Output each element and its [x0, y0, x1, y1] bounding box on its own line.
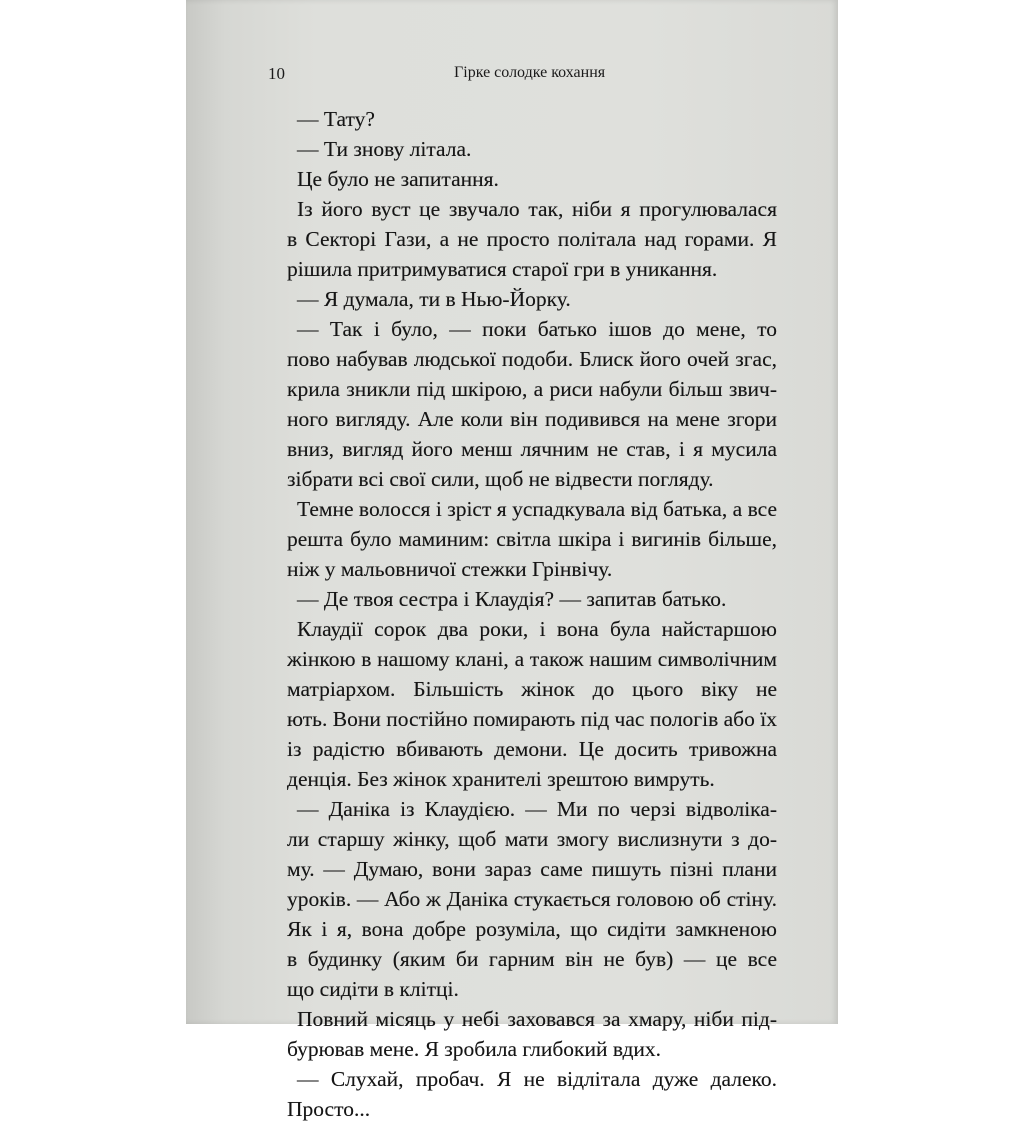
- text-line: — Так і було, — поки батько ішов до мене, то: [297, 317, 777, 341]
- text-line: ли старшу жінку, щоб мати змогу вислизнути з до-: [287, 827, 777, 851]
- text-line: ють. Вони постійно помирають під час пологів або їх: [287, 707, 777, 731]
- text-line: Темне волосся і зріст я успадкувала від батька, а все: [297, 497, 777, 521]
- body-text: [287, 104, 777, 1124]
- running-title: Гірке солодке кохання: [454, 64, 606, 81]
- text-line: денція. Без жінок хранителі зрештою вимруть.: [287, 767, 715, 791]
- text-line: Це було не запитання.: [297, 167, 499, 191]
- text-line: зібрати всі свої сили, щоб не відвести погляду.: [287, 467, 714, 491]
- text-line: матріархом. Більшість жінок до цього віку не: [287, 677, 777, 701]
- text-line: — Я думала, ти в Нью-Йорку.: [297, 287, 571, 311]
- text-line: що сидіти в клітці.: [287, 977, 459, 1001]
- text-line: — Слухай, пробач. Я не відлітала дуже далеко.: [297, 1067, 777, 1091]
- text-line: в будинку (яким би гарним він не був) — це все: [287, 947, 777, 971]
- text-line: — Тату?: [297, 107, 375, 131]
- text-line: із радістю вбивають демони. Це досить тривожна: [287, 737, 777, 761]
- text-line: Просто...: [287, 1097, 371, 1121]
- text-line: Повний місяць у небі заховався за хмару, ніби під-: [297, 1007, 777, 1031]
- text-line: рішила притримуватися старої гри в уникання.: [287, 257, 718, 281]
- page-number: 10: [268, 64, 285, 83]
- page-header: [268, 64, 818, 86]
- text-line: ніж у мальовничої стежки Грінвічу.: [287, 557, 613, 581]
- text-line: вниз, вигляд його менш лячним не став, і я мусила: [287, 437, 777, 461]
- text-line: му. — Думаю, вони зараз саме пишуть пізні плани: [287, 857, 777, 881]
- text-line: — Де твоя сестра і Клаудія? — запитав батько.: [297, 587, 727, 611]
- text-line: в Секторі Гази, а не просто політала над горами. Я: [287, 227, 777, 251]
- text-line: пово набував людської подоби. Блиск його очей згас,: [287, 347, 777, 371]
- text-line: жінкою в нашому клані, а також нашим символічним: [287, 647, 777, 671]
- text-line: Як і я, вона добре розуміла, що сидіти замкненою: [287, 917, 777, 941]
- text-line: — Ти знову літала.: [297, 137, 472, 161]
- text-line: Із його вуст це звучало так, ніби я прогулювалася: [297, 197, 777, 221]
- text-line: решта було маминим: світла шкіра і вигинів більше,: [287, 527, 777, 551]
- text-line: ного вигляду. Але коли він подивився на мене згори: [287, 407, 777, 431]
- text-line: крила зникли під шкірою, а риси набули більш звич-: [287, 377, 777, 401]
- text-line: — Даніка із Клаудією. — Ми по черзі відволіка-: [297, 797, 777, 821]
- text-line: уроків. — Або ж Даніка стукається головою об стіну.: [287, 887, 777, 911]
- text-line: Клаудії сорок два роки, і вона була найстаршою: [297, 617, 777, 641]
- text-line: бурював мене. Я зробила глибокий вдих.: [287, 1037, 662, 1061]
